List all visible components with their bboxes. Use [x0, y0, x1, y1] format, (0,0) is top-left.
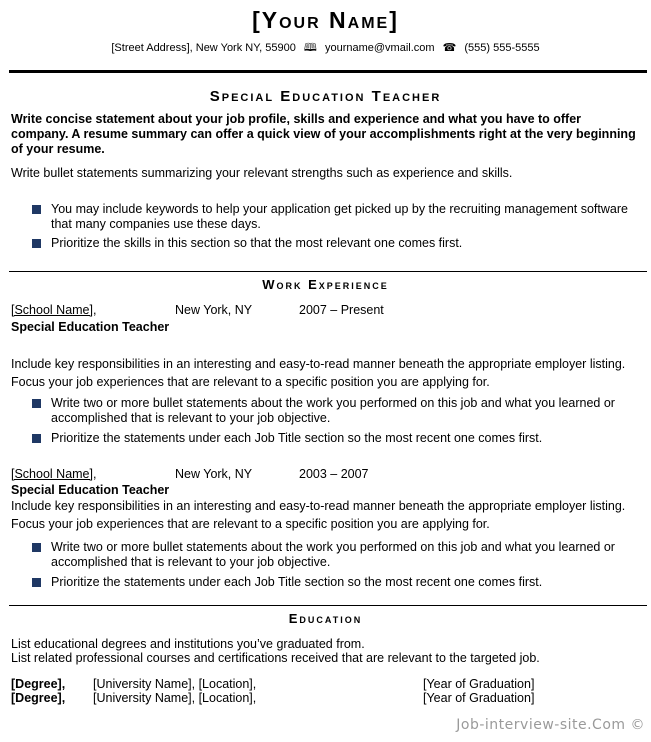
list-item [32, 575, 642, 590]
bullet-text: Prioritize the statements under each Job Title section so the most recent one comes first. [51, 431, 543, 445]
section-divider [9, 605, 647, 606]
work-experience-heading: Work Experience [262, 277, 389, 292]
bullet-text: You may include keywords to help your application get picked up by the recruiting management software that many companies use these days. [51, 202, 628, 231]
job-description: Focus your job experiences that are relevant to a specific position you are applying for. [11, 517, 490, 531]
bullet-text: Write two or more bullet statements about the work you performed on this job and what you learned or accomplished that is relevant to your job objective. [51, 540, 615, 569]
email: yourname@vmail.com [324, 42, 435, 54]
contact-line [0, 41, 651, 55]
institution: [University Name], [Location], [93, 677, 257, 691]
job-dates: 2003 – 2007 [299, 467, 369, 481]
list-item [32, 202, 642, 232]
resume-name: [Your Name] [252, 7, 399, 33]
bullet-text: Prioritize the skills in this section so that the most relevant one comes first. [51, 236, 463, 250]
list-item [32, 431, 642, 446]
job-title: Special Education Teacher [11, 320, 170, 334]
education-heading: Education [288, 611, 363, 626]
summary-intro: Write bullet statements summarizing your relevant strengths such as experience and skills. [11, 166, 513, 180]
telephone-icon: ☎ [442, 42, 457, 54]
job-description: Include key responsibilities in an interesting and easy-to-read manner beneath the appropriate employer listing. [11, 499, 626, 513]
address: [Street Address], New York NY, 55900 [111, 42, 296, 54]
book-icon: 🕮 [303, 42, 317, 54]
phone: (555) 555-5555 [464, 42, 540, 54]
job-dates: 2007 – Present [299, 303, 384, 317]
job-description: Include key responsibilities in an interesting and easy-to-read manner beneath the appropriate employer listing. [11, 357, 626, 371]
job-title: Special Education Teacher [11, 483, 170, 497]
job-location: New York, NY [175, 467, 253, 481]
summary: Write concise statement about your job profile, skills and experience and what you have to offer company. A resume summary can offer a quick view of your accomplishments right at the very beginning of your resume. [11, 112, 636, 156]
bullet-square-icon [32, 239, 41, 248]
list-item [32, 236, 642, 251]
education-note: List related professional courses and certifications received that are relevant to the targeted job. [11, 651, 540, 665]
school-name: [School Name], [11, 303, 97, 317]
job-location: New York, NY [175, 303, 253, 317]
job-title-heading: Special Education Teacher [209, 88, 442, 105]
list-item [32, 540, 642, 570]
section-divider [9, 271, 647, 272]
degree: [Degree], [11, 691, 66, 705]
bullet-square-icon [32, 399, 41, 408]
graduation-year: [Year of Graduation] [423, 691, 535, 705]
bullet-square-icon [32, 205, 41, 214]
school-name: [School Name], [11, 467, 97, 481]
bullet-text: Prioritize the statements under each Job Title section so the most recent one comes first. [51, 575, 543, 589]
bullet-square-icon [32, 543, 41, 552]
bullet-square-icon [32, 434, 41, 443]
list-item [32, 396, 642, 426]
graduation-year: [Year of Graduation] [423, 677, 535, 691]
degree: [Degree], [11, 677, 66, 691]
institution: [University Name], [Location], [93, 691, 257, 705]
watermark: Job-interview-site.Com © [456, 717, 645, 733]
job-description: Focus your job experiences that are relevant to a specific position you are applying for. [11, 375, 490, 389]
bullet-square-icon [32, 578, 41, 587]
header-divider [9, 70, 647, 73]
bullet-text: Write two or more bullet statements about the work you performed on this job and what you learned or accomplished that is relevant to your job objective. [51, 396, 615, 425]
education-note: List educational degrees and institutions you’ve graduated from. [11, 637, 365, 651]
